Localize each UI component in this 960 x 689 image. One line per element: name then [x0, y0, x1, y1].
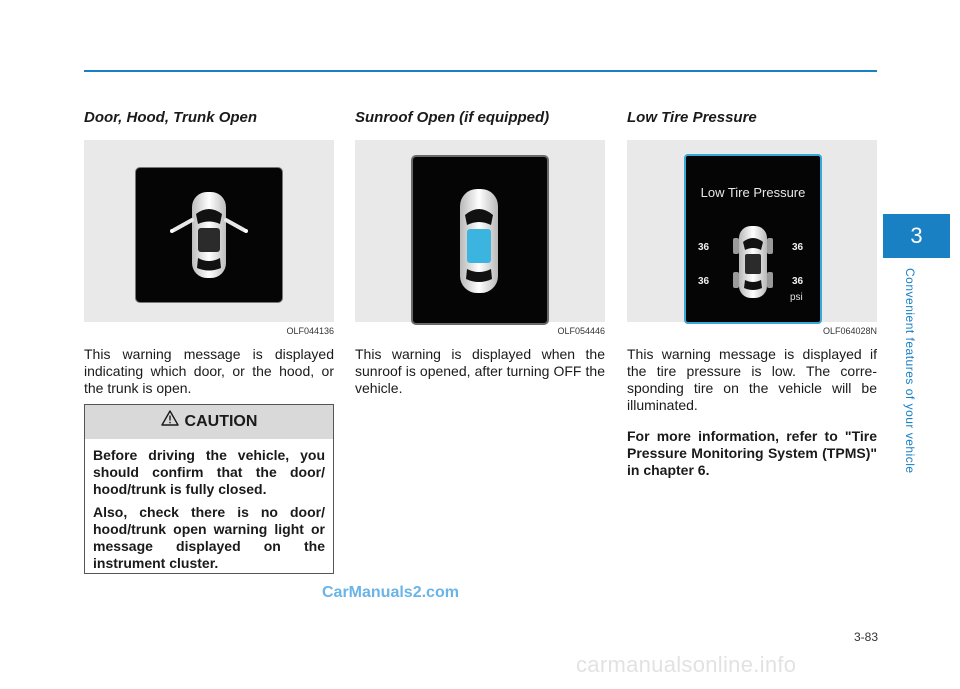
figure-sunroof-open: [355, 140, 605, 322]
caution-title: CAUTION: [184, 413, 258, 431]
caution-paragraph: Also, check there is no door/ hood/trunk open warning light or message displayed on the instrument cluster.: [93, 504, 325, 571]
top-rule: [84, 70, 877, 72]
figure-door-open: [84, 140, 334, 322]
section-body: This warning is displayed when the sunroof is opened, after turning OFF the vehicle.: [355, 346, 605, 396]
figure-code: OLF044136: [286, 326, 334, 336]
section-body: This warning message is displayed if the tire pressure is low. The corre-sponding tire on the vehicle will be illuminated.: [627, 346, 877, 413]
section-body: This warning message is displayed indicating which door, or the hood, or the trunk is open.: [84, 346, 334, 396]
cluster-screen: [411, 155, 549, 325]
pressure-unit: psi: [790, 292, 803, 303]
cluster-screen: [135, 167, 283, 303]
caution-paragraph: Before driving the vehicle, you should confirm that the door/ hood/trunk is fully closed.: [93, 447, 325, 497]
figure-code: OLF064028N: [822, 326, 877, 336]
section-door-hood-trunk: [84, 108, 334, 397]
car-sunroof-icon: [413, 157, 547, 323]
tire-pressure-rear-left: 36: [698, 276, 710, 287]
chapter-title: Convenient features of your vehicle: [903, 268, 917, 474]
car-doors-open-icon: [136, 168, 282, 302]
section-sunroof-open: [355, 108, 605, 397]
warning-triangle-icon: [161, 405, 179, 439]
figure-code: OLF054446: [557, 326, 605, 336]
page-number: 3-83: [853, 630, 878, 644]
section-heading: Sunroof Open (if equipped): [355, 109, 550, 126]
caution-body: [85, 439, 333, 572]
screen-title: Low Tire Pressure: [700, 185, 806, 200]
chapter-number-badge: 3: [883, 214, 950, 258]
footer-watermark: carmanualsonline.info: [576, 652, 797, 677]
cluster-screen: [684, 154, 822, 324]
section-note: For more information, refer to "Tire Pressure Monitoring System (TPMS)" in chapter 6.: [627, 428, 877, 478]
tire-pressure-front-right: 36: [792, 242, 804, 253]
caution-header: [85, 405, 333, 439]
section-heading: Low Tire Pressure: [627, 109, 757, 126]
tire-pressure-rear-right: 36: [792, 276, 804, 287]
caution-box: [84, 404, 334, 574]
section-low-tire-pressure: [627, 108, 877, 479]
section-heading: Door, Hood, Trunk Open: [84, 109, 258, 126]
watermark-link[interactable]: CarManuals2.com: [322, 584, 459, 601]
figure-low-tire-pressure: [627, 140, 877, 322]
tire-pressure-front-left: 36: [698, 242, 710, 253]
